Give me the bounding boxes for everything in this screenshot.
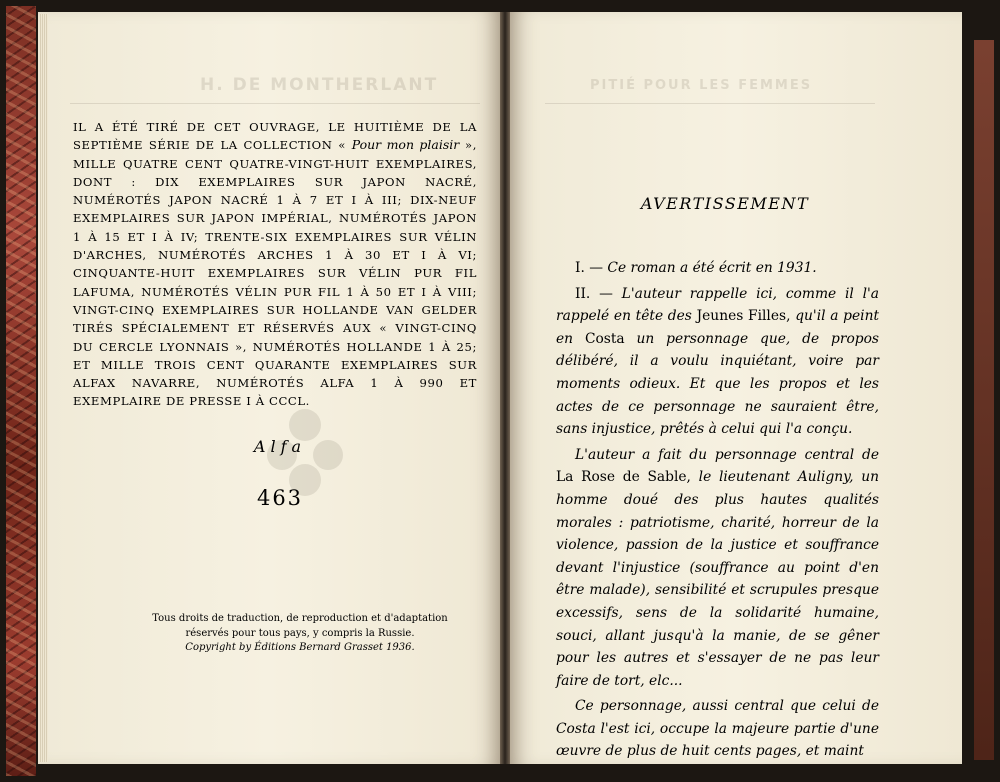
collection-name: Pour mon plaisir xyxy=(351,137,460,153)
page-edges xyxy=(40,14,48,762)
rights-line-2: réservés pour tous pays, y compris la Russie. xyxy=(185,627,415,639)
page-heading: AVERTISSEMENT xyxy=(640,194,810,213)
marbled-edge-left xyxy=(6,6,36,776)
rights-line-1: Tous droits de traduction, de reproduction et d'adaptation xyxy=(152,613,448,624)
show-through-header: H. DE MONTHERLANT xyxy=(200,75,439,95)
paragraph-2: II. — L'auteur rappelle ici, comme il l'a rappelé en tête des Jeunes Filles, qu'il a peint en Costa un personnage que, de propos délibéré, il a voulu inquiétant, voire par moments odieux. Et que les propos et les actes de ce personnage ne sauraient être, sans injustice, prêtés à celui qui l'a conçu. xyxy=(556,285,880,438)
show-through-rule xyxy=(70,103,480,104)
rights-notice xyxy=(150,612,450,656)
copyright-line: Copyright by Éditions Bernard Grasset 1936. xyxy=(185,642,415,653)
book-gutter xyxy=(500,12,510,764)
colophon-text: IL A ÉTÉ TIRÉ DE CET OUVRAGE, LE HUITIÈME DE LA SEPTIÈME SÉRIE DE LA COLLECTION « Pour mon plaisir », MILLE QUATRE CENT QUATRE-VINGT-HUIT EXEMPLAIRES, DONT : DIX EXEMPLAIRES SUR JAPON NACRÉ, NUMÉROTÉS JAPON NACRÉ 1 À 7 ET I À III; DIX-NEUF EXEMPLAIRES SUR JAPON IMPÉRIAL, NUMÉROTÉS JAPON 1 À 15 ET I À IV; TRENTE-SIX EXEMPLAIRES SUR VÉLIN D'ARCHES, NUMÉROTÉS ARCHES 1 À 30 ET I À VI; CINQUANTE-HUIT EXEMPLAIRES SUR VÉLIN PUR FIL LAFUMA, NUMÉROTÉS VÉLIN PUR FIL 1 À 50 ET I À VIII; VINGT-CINQ EXEMPLAIRES SUR HOLLANDE VAN GELDER TIRÉS SPÉCIALEMENT ET RÉSERVÉS AUX « VINGT-CINQ DU CERCLE LYONNAIS », NUMÉROTÉS HOLLANDE 1 À 25; ET MILLE TROIS CENT QUARANTE EXEMPLAIRES SUR ALFAX NAVARRE, NUMÉROTÉS ALFA 1 À 990 ET EXEMPLAIRE DE PRESSE I À CCCL. xyxy=(73,120,477,409)
foreword-body xyxy=(556,257,879,766)
paragraph-3: L'auteur a fait du personnage central de La Rose de Sable, le lieutenant Auligny, un homme doué des plus hautes qualités morales : patriotisme, charité, horreur de la violence, passion de la justice et souffrance devant l'injustice (souffrance au point d'en être malade), sensibilité et scrupules presque excessifs, sens de la solidarité humaine, souci, allant jusqu'à la manie, de se gêner pour les autres et s'essayer de ne pas leur faire de tort, elc... xyxy=(556,446,879,689)
copy-number: 463 xyxy=(256,486,304,510)
paragraph-1: I. — Ce roman a été écrit en 1931. xyxy=(575,260,817,276)
paper-label: Alfa xyxy=(253,437,307,456)
show-through-rule-right xyxy=(545,103,875,104)
binding-edge-right xyxy=(974,40,994,760)
paragraph-4: Ce personnage, aussi central que celui de Costa l'est ici, occupe la majeure partie d'une œuvre de plus de huit cents pages, et maint xyxy=(556,698,879,760)
show-through-header-right: PITIÉ POUR LES FEMMES xyxy=(590,78,813,93)
